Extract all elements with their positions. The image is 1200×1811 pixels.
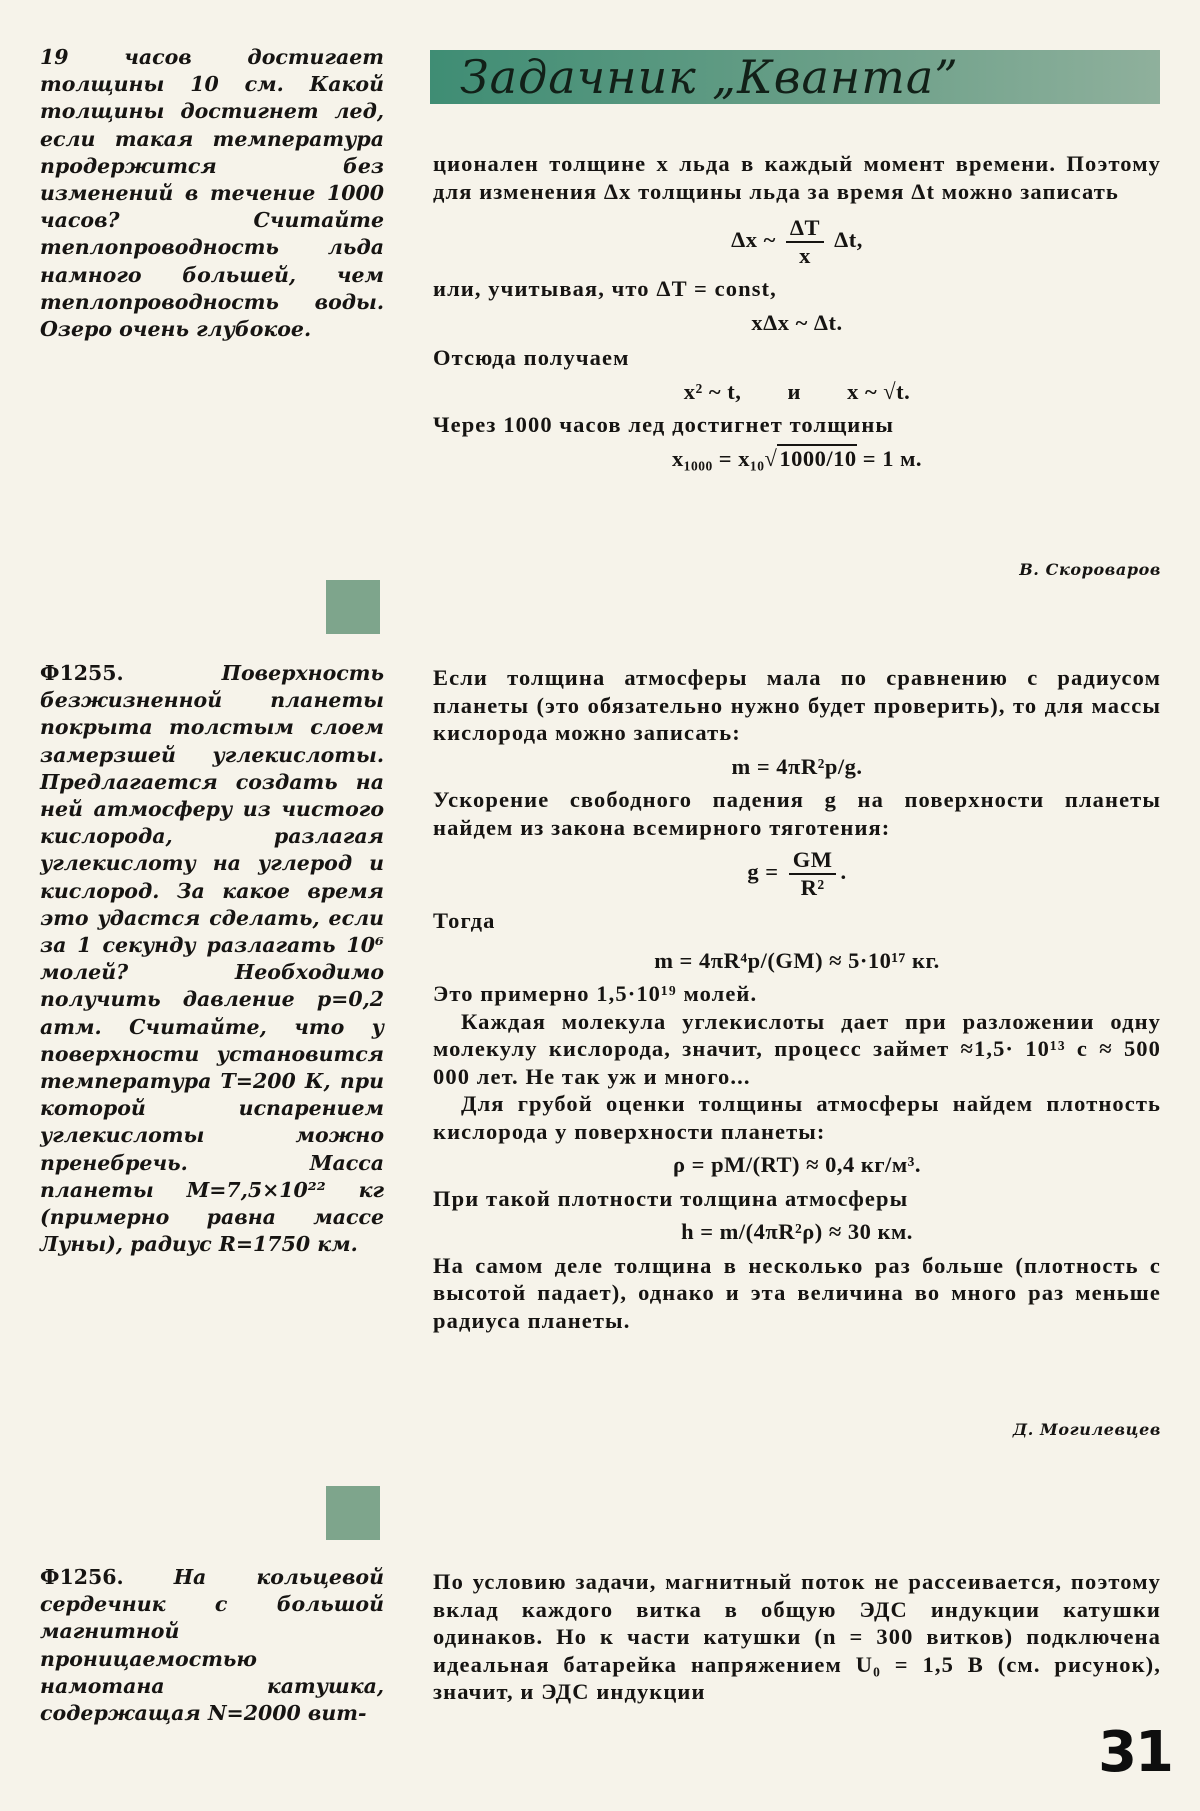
formula: h = m/(4πR²ρ) ≈ 30 км. — [681, 1219, 913, 1244]
formula-part: . — [840, 859, 847, 885]
solution-paragraph: По условию задачи, магнитный поток не рассеивается, поэтому вклад каждого витка в общую ЭДС индукции катушки одинаков. Но к части катушки (n = 300 витков) подключена идеальная батарейка напряжением U₀ = 1,5 В (см. рисунок), значит, и ЭДС индукции — [433, 1569, 1161, 1704]
solution-paragraph: или, учитывая, что ΔT = const, — [433, 276, 777, 301]
formula — [433, 378, 1161, 406]
formula-part: Δt, — [828, 227, 863, 253]
formula: xΔx ~ Δt. — [751, 309, 843, 335]
solution-paragraph: Тогда — [433, 908, 496, 933]
problem-text: На кольцевой сердечник с большой магнитной проницаемостью намотана катушка, содержащая N=2000 вит- — [40, 1565, 384, 1726]
solution-1255 — [433, 664, 1161, 1334]
formula-part: и — [787, 378, 801, 404]
prev-problem-tail: 19 часов достигает толщины 10 см. Какой толщины достигнет лед, если такая температура продержится без изменений в течение 1000 часов? Считайте теплопроводность льда намного большей, чем теплопроводность воды. Озеро очень глубокое. — [40, 45, 384, 342]
solution-paragraph: Если толщина атмосферы мала по сравнению с радиусом планеты (это обязательно нужно будет проверить), то для массы кислорода можно записать: — [433, 665, 1161, 745]
formula-part: x ~ √t. — [847, 378, 911, 404]
formula: m = 4πR⁴p/(GM) ≈ 5·10¹⁷ кг. — [654, 947, 940, 973]
fraction-denominator: R² — [800, 875, 825, 900]
formula: ρ = pM/(RT) ≈ 0,4 кг/м³. — [672, 1152, 922, 1177]
solution-paragraph: Отсюда получаем — [433, 345, 630, 370]
fraction — [789, 847, 837, 901]
formula-part: x² ~ t, — [683, 378, 742, 404]
problem-f1255 — [40, 660, 384, 1258]
solution-1256 — [433, 1568, 1161, 1706]
solution-paragraph: ционален толщине x льда в каждый момент времени. Поэтому для изменения Δx толщины льда за время Δt можно записать — [433, 151, 1161, 204]
section-marker — [326, 580, 380, 634]
banner-title: Задачник „Кванта” — [460, 50, 959, 104]
problem-f1256 — [40, 1564, 384, 1727]
fraction-numerator: GM — [789, 847, 837, 875]
problem-id: Ф1255. — [40, 661, 124, 685]
fraction — [786, 215, 824, 269]
formula — [433, 215, 1161, 269]
solution-paragraph: Это примерно 1,5·10¹⁹ молей. — [433, 981, 758, 1006]
formula-part: x₁₀₀₀ = x₁₀√ — [671, 445, 778, 471]
solution-1254 — [433, 150, 1161, 478]
formula — [433, 445, 1161, 473]
formula-part: Δx ~ — [731, 227, 782, 253]
solution-paragraph: Каждая молекула углекислоты дает при разложении одну молекулу кислорода, значит, процесс займет ≈1,5· 10¹³ с ≈ 500 000 лет. Не так уж и много... — [433, 1008, 1161, 1089]
fraction-denominator: x — [799, 243, 811, 268]
solution-paragraph: Ускорение свободного падения g на поверхности планеты найдем из закона всемирного тяготения: — [433, 787, 1161, 840]
formula-radicand: 1000/10 — [779, 445, 857, 471]
solution-paragraph: На самом деле толщина в несколько раз больше (плотность с высотой падает), однако и эта величина во много раз меньше радиуса планеты. — [433, 1252, 1161, 1333]
header-banner — [430, 50, 1160, 104]
problem-id: Ф1256. — [40, 1565, 124, 1589]
section-marker — [326, 1486, 380, 1540]
formula-part: g = — [747, 859, 785, 885]
solution-paragraph: Через 1000 часов лед достигнет толщины — [433, 412, 895, 437]
problem-text: Поверхность безжизненной планеты покрыта толстым слоем замерзшей углекислоты. Предлагается создать на ней атмосферу из чистого кислорода, разлагая углекислоту на углерод и кислород. За какое время это удастся сделать, если за 1 секунду разлагать 10⁶ молей? Необходимо получить давление p=0,2 атм. Считайте, что у поверхности установится температура T=200 К, при которой испарением углекислоты можно пренебречь. Масса планеты M=7,5×10²² кг (примерно равна массе Луны), радиус R=1750 км. — [40, 661, 384, 1257]
author-signature: В. Скороваров — [1019, 560, 1161, 579]
formula-part: = 1 м. — [856, 445, 923, 471]
page-number: 31 — [1098, 1720, 1172, 1785]
solution-paragraph: При такой плотности толщина атмосферы — [433, 1185, 909, 1211]
formula: m = 4πR²p/g. — [731, 753, 863, 779]
fraction-numerator: ΔT — [786, 215, 824, 243]
formula — [433, 847, 1161, 901]
solution-paragraph: Для грубой оценки толщины атмосферы найдем плотность кислорода у поверхности планеты: — [433, 1091, 1161, 1144]
author-signature: Д. Могилевцев — [1012, 1420, 1161, 1439]
